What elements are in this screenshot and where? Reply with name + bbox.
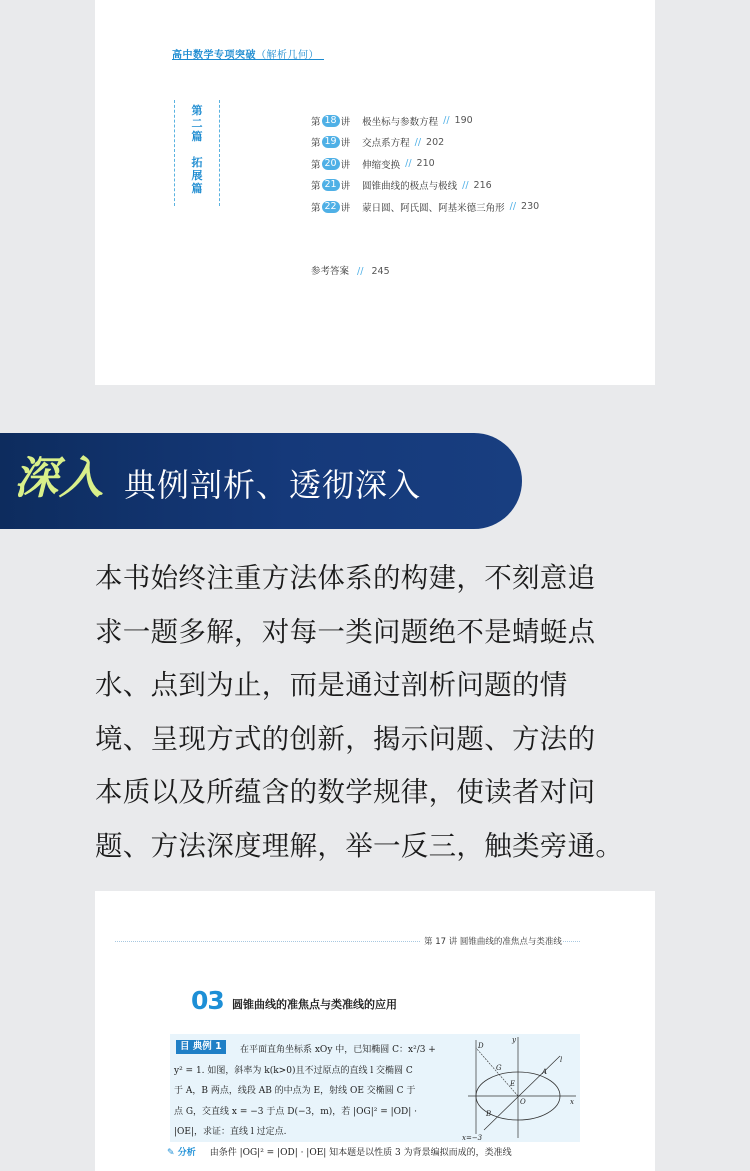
toc-title: 交点系方程: [362, 138, 410, 150]
toc-suffix: 讲: [340, 159, 351, 171]
toc-separator: //: [462, 179, 469, 191]
label-o: O: [520, 1098, 526, 1106]
label-y: y: [512, 1036, 516, 1044]
label-l: l: [560, 1056, 563, 1064]
toc-page-number: 230: [521, 201, 540, 213]
example-line: |OE|，求证：直线 l 过定点.: [174, 1127, 287, 1137]
toc-page: [95, 0, 655, 385]
analysis-line: [167, 1145, 512, 1158]
section-banner: [0, 433, 522, 529]
part-label-box: [174, 100, 220, 206]
toc-separator: //: [509, 201, 517, 213]
toc-suffix: 讲: [340, 138, 351, 150]
ellipse-figure: [460, 1034, 580, 1142]
toc-entry[interactable]: [311, 110, 539, 132]
label-e: E: [510, 1080, 516, 1088]
answers-page-number: 245: [371, 266, 390, 277]
toc-title: 伸缩变换: [362, 159, 401, 171]
toc-suffix: 讲: [340, 116, 351, 128]
example-line: y² = 1. 如图，斜率为 k(k>0)且不过原点的直线 l 交椭圆 C: [174, 1065, 413, 1076]
part-label: 第 二 篇 拓 展 篇: [191, 104, 203, 195]
toc-list: [311, 110, 539, 218]
toc-separator: //: [357, 266, 364, 277]
toc-page-number: 202: [426, 136, 445, 148]
toc-separator: //: [443, 115, 450, 127]
toc-separator: //: [414, 136, 422, 148]
toc-entry[interactable]: [311, 175, 539, 197]
toc-page-number: 216: [473, 179, 492, 191]
lecture-number-badge: 21: [322, 179, 340, 191]
answers-label: 参考答案: [311, 266, 350, 277]
toc-answers-entry[interactable]: [311, 263, 390, 277]
toc-suffix: 讲: [340, 202, 351, 214]
label-b: B: [486, 1110, 492, 1118]
paragraph-line: 水、点到为止，而是通过剖析问题的情: [95, 669, 568, 701]
analysis-label: ✎ 分析: [167, 1148, 196, 1158]
book-title-underline: [172, 59, 324, 60]
toc-title: 极坐标与参数方程: [362, 116, 439, 128]
book-title-sub: （解析几何）: [256, 50, 319, 61]
label-x-eq: x=−3: [462, 1134, 483, 1142]
banner-subtitle: 典例剖析、透彻深入: [124, 466, 422, 504]
toc-prefix: 第: [311, 159, 321, 171]
banner-main-title: 深入: [14, 453, 104, 504]
example-line: 点 G，交直线 x = −3 于点 D(−3，m)，若 |OG|² = |OD| ·: [174, 1106, 418, 1117]
example-line: 在平面直角坐标系 xOy 中，已知椭圆 C：x²/3 +: [240, 1045, 436, 1055]
paragraph-line: 求一题多解，对每一类问题绝不是蜻蜓点: [95, 615, 596, 648]
paragraph-line: 本质以及所蕴含的数学规律，使读者对问: [95, 776, 596, 808]
label-x: x: [570, 1098, 574, 1106]
toc-entry[interactable]: [311, 132, 539, 154]
toc-entry[interactable]: [311, 196, 539, 218]
sample-page: [95, 891, 655, 1171]
lecture-number-badge: 18: [322, 115, 340, 127]
toc-suffix: 讲: [340, 181, 351, 193]
example-line: 于 A，B 两点，线段 AB 的中点为 E，射线 OE 交椭圆 C 于: [174, 1086, 416, 1096]
label-g: G: [496, 1064, 502, 1072]
lecture-number-badge: 20: [322, 158, 340, 170]
example-badge: 目 典例 1: [176, 1040, 226, 1054]
example-text: [174, 1040, 454, 1143]
lecture-number-badge: 22: [322, 201, 340, 213]
example-box: [170, 1034, 580, 1142]
paragraph-line: 题、方法深度理解，举一反三，触类旁通。: [95, 829, 624, 862]
toc-prefix: 第: [311, 138, 321, 150]
toc-prefix: 第: [311, 202, 321, 214]
section-title: 圆锥曲线的准焦点与类准线的应用: [232, 998, 397, 1011]
analysis-text: 由条件 |OG|² = |OD| · |OE| 知本题是以性质 3 为背景编拟而成的，类准线: [209, 1148, 512, 1158]
book-title-main: 高中数学专项突破: [172, 50, 256, 61]
toc-title: 蒙日圆、阿氏圆、阿基米德三角形: [362, 202, 505, 214]
toc-prefix: 第: [311, 181, 321, 193]
lecture-number-badge: 19: [322, 136, 340, 148]
toc-entry[interactable]: [311, 153, 539, 175]
paragraph-line: 本书始终注重方法体系的构建，不刻意追: [95, 562, 596, 594]
toc-prefix: 第: [311, 116, 321, 128]
section-number: 03: [191, 986, 224, 1015]
toc-separator: //: [405, 158, 412, 170]
toc-page-number: 210: [416, 158, 435, 170]
toc-title: 圆锥曲线的极点与极线: [362, 181, 458, 193]
paragraph-line: 境、呈现方式的创新，揭示问题、方法的: [95, 722, 596, 755]
label-d: D: [478, 1042, 484, 1050]
label-a: A: [542, 1068, 548, 1076]
description-paragraph: [95, 552, 660, 873]
running-head: 第 17 讲 圆锥曲线的准焦点与类准线: [420, 935, 562, 947]
toc-page-number: 190: [454, 115, 473, 127]
